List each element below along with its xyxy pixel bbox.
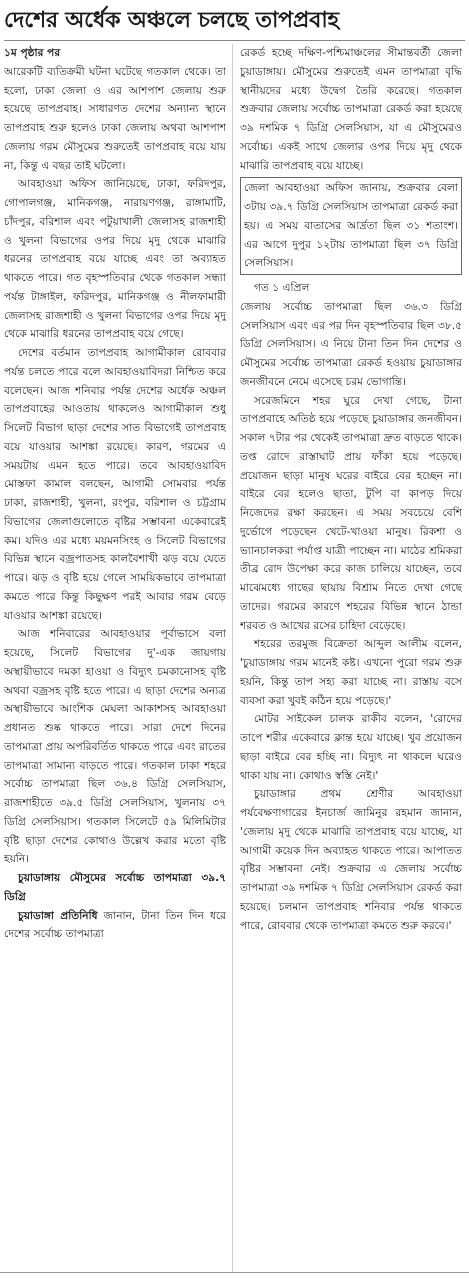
headline-rule: [4, 40, 465, 41]
column-divider: [232, 44, 233, 1272]
paragraph: সরেজমিনে শহর ঘুরে দেখা গেছে, টানা তাপপ্রবাহে অতিষ্ঠ হয়ে পড়েছে চুয়াডাঙ্গার জনজীবন। সকাল ৭টার পর থেকেই তাপমাত্রা দ্রুত বাড়তে থাকে। তপ্ত রোদে রাস্তাঘাট প্রায় ফাঁকা হয়ে পড়েছে। প্রয়োজন ছাড়া মানুষ ঘরের বাইরে বের হচ্ছেন না। বাইরে বের হলেও ছাতা, টুপি বা কাপড় দিয়ে নিজেদের রক্ষা করছেন। এ সময় সবচেয়ে বেশি দুর্ভোগে পড়েছেন খেটে-খাওয়া মানুষ। রিকশা ও ভ্যানচালকরা পর্যাপ্ত যাত্রী পাচ্ছেন না। মাঠের শ্রমিকরা তীব্র রোদ উপেক্ষা করে কাজ চালিয়ে যাচ্ছেন, তবে মাঝেমধ্যে গাছের ছায়ায় বিশ্রাম নিতে দেখা গেছে তাদের। গরমের কারণে শহরের বিভিন্ন স্থানে ঠান্ডা শরবত ও আখের রসের চাহিদা বেড়েছে।: [240, 394, 462, 632]
paragraph: আবহাওয়া অফিস জানিয়েছে, ঢাকা, ফরিদপুর, গোপালগঞ্জ, মানিকগঞ্জ, নারায়ণগঞ্জ, রাঙ্গামাটি, চাঁদপুর, বরিশাল এবং পটুয়াখালী জেলাসহ রাজশাহী ও খুলনা বিভাগের ওপর দিয়ে মৃদু থেকে মাঝারি ধরনের তাপপ্রবাহ বয়ে যাচ্ছে এবং তা অব্যাহত থাকতে পারে। গত বৃহস্পতিবার থেকে গতকাল সন্ধ্যা পর্যন্ত টাঙ্গাইল, ফরিদপুর, মানিকগঞ্জ ও নীলফামারী জেলাসহ রাজশাহী ও খুলনা বিভাগের ওপর দিয়ে মৃদু থেকে মাঝারি ধরনের তাপপ্রবাহ বয়ে গেছে।: [4, 178, 226, 341]
paragraph-text: জানান, টানা তিন দিন ধরে দেশের সর্বোচ্চ তাপমাত্রা: [4, 909, 226, 941]
paragraph: আজ শনিবারের আবহাওয়ার পূর্বাভাসে বলা হয়েছে, সিলেট বিভাগের দু'-এক জায়গায় অস্থায়ীভাবে দমকা হাওয়া ও বিদ্যুৎ চমকানোসহ বৃষ্টি অথবা বজ্রসহ বৃষ্টি হতে পারে। এ ছাড়া দেশের অন্যত্র অস্থায়ীভাবে আংশিক মেঘলা আকাশসহ আবহাওয়া প্রধানত শুষ্ক থাকতে পারে। সারা দেশে দিনের তাপমাত্রা প্রায় অপরিবর্তিত থাকতে পারে এবং রাতের তাপমাত্রা সামান্য বাড়তে পারে। গতকাল ঢাকা শহরে সর্বোচ্চ তাপমাত্রা ছিল ৩৬.৪ ডিগ্রি সেলসিয়াস, রাজশাহীতে ৩৯.৫ ডিগ্রি সেলসিয়াস, খুলনায় ৩৭ ডিগ্রি সেলসিয়াস। গতকাল সিলেটে ৫৯ মিলিমিটার বৃষ্টি ছাড়া দেশের কোথাও উল্লেখ করার মতো বৃষ্টি হয়নি।: [4, 628, 226, 866]
paragraph: মোটর সাইকেল চালক রাকীব বলেন, 'রোদের তাপে শরীর একেবারে ক্লান্ত হয়ে যাচ্ছে। খুব প্রয়োজন ছাড়া বাইরে বের হচ্ছি না। বিদ্যুৎ না থাকলে ঘরেও থাকা যায় না। কোথাও স্বস্তি নেই।': [240, 713, 462, 782]
dateline: চুয়াডাঙ্গা প্রতিনিধি: [18, 909, 98, 922]
headline: দেশের অর্ধেক অঞ্চলে চলছে তাপপ্রবাহ: [4, 8, 339, 33]
left-column: [4, 44, 226, 1272]
subheading: চুয়াডাঙ্গায় মৌসুমের সর্বোচ্চ তাপমাত্রা ৩৯.৭ ডিগ্রি: [4, 872, 226, 903]
paragraph: দেশের বর্তমান তাপপ্রবাহ আগামীকাল রোববার পর্যন্ত চলতে পারে বলে আবহাওয়াবিদরা নিশ্চিত করে বলেছেন। আজ শনিবার পর্যন্ত দেশের অর্ধেক অঞ্চল তাপপ্রবাহের আওতায় থাকলেও আগামীকাল শুধু সিলেট বিভাগ ছাড়া দেশের সাত বিভাগেই তাপপ্রবাহ বয়ে যাওয়ার আশঙ্কা রয়েছে। কারণ, গরমের এ সময়টায় এমন হতে পারে। তবে আবহাওয়াবিদ মোস্তফা কামাল বলছেন, আগামী সোমবার পর্যন্ত ঢাকা, রাজশাহী, খুলনা, রংপুর, বরিশাল ও চট্টগ্রাম বিভাগের জেলাগুলোতে বৃষ্টির সম্ভাবনা একেবারেই কম। যদিও এর মধ্যে ময়মনসিংহ ও সিলেট বিভাগের বিভিন্ন স্থানে বজ্রপাতসহ কালবৈশাখী ঝড় বয়ে যেতে পারে। ঝড় ও বৃষ্টি হয়ে গেলে সাময়িকভাবে তাপমাত্রা কমতে পারে কিন্তু কিছুক্ষণ পরই আবার গরম বেড়ে যাওয়ার আশঙ্কা রয়েছে।: [4, 347, 226, 622]
right-column: [240, 44, 462, 1272]
paragraph: শহরের তরমুজ বিক্রেতা আব্দুল আলীম বলেন, 'চুয়াডাঙ্গায় গরম মানেই কষ্ট। এখনো পুরো গরম শুরু হয়নি, কিন্তু তাপ সহ্য করা যাচ্ছে না। রাস্তায় বসে ব্যবসা করা খুবই কঠিন হয়ে পড়েছে।': [240, 638, 462, 707]
paragraph: চুয়াডাঙ্গার প্রথম শ্রেণীর আবহাওয়া পর্যবেক্ষণাগারের ইনচার্জ জামিনুর রহমান জানান, 'জেলায় মৃদু থেকে মাঝারি তাপপ্রবাহ বয়ে যাচ্ছে, যা আগামী কয়েক দিন অব্যাহত থাকতে পারে। আপাতত বৃষ্টির সম্ভাবনা নেই। শুক্রবার এ জেলায় সর্বোচ্চ তাপমাত্রা ৩৯ দশমিক ৭ ডিগ্রি সেলসিয়াস রেকর্ড করা হয়েছে। চলমান তাপপ্রবাহ শনিবার পর্যন্ত থাকতে পারে, রোববার থেকে তাপমাত্রা কমতে শুরু করবে।': [240, 788, 462, 932]
continued-from-kicker: ১ম পৃষ্ঠার পর: [4, 47, 61, 59]
paragraph: আরেকটি ব্যতিক্রমী ঘটনা ঘটেছে গতকাল থেকে। তা হলো, ঢাকা জেলা ও এর আশপাশ জেলায় শুরু হয়েছে তাপপ্রবাহ। সাধারণত দেশের অন্যান্য স্থানে তাপপ্রবাহ শুরু হলেও ঢাকা জেলায় অথবা আশপাশ জেলায় গরম মৌসুমের শুরুতেই তাপপ্রবাহ বয়ে যায় না, কিন্তু এ বছর তাই ঘটলো।: [4, 65, 226, 172]
boxed-paragraph: [240, 177, 462, 275]
paragraph-with-dateline: [4, 907, 226, 945]
paragraph: রেকর্ড হচ্ছে দক্ষিণ-পশ্চিমাঞ্চলের সীমান্তবর্তী জেলা চুয়াডাঙ্গায়। মৌসুমের শুরুতেই এমন তাপমাত্রা বৃদ্ধি স্থানীয়দের মধ্যে উদ্বেগ তৈরি করেছে। গতকাল শুক্রবার জেলায় সর্বোচ্চ তাপমাত্রা রেকর্ড করা হয়েছে ৩৯ দশমিক ৭ ডিগ্রি সেলসিয়াস, যা এ মৌসুমেরও সর্বোচ্চ। একই সাথে জেলার ওপর দিয়ে মৃদু থেকে মাঝারি তাপপ্রবাহ বয়ে যাচ্ছে।: [240, 47, 462, 172]
box-text: জেলা আবহাওয়া অফিস জানায়, শুক্রবার বেলা ৩টায় ৩৯.৭ ডিগ্রি সেলসিয়াস তাপমাত্রা রেকর্ড করা হয়। এ সময় বাতাসের আর্দ্রতা ছিল ৩১ শতাংশ। এর আগে দুপুর ১২টায় তাপমাত্রা ছিল ৩৭ ডিগ্রি সেলসিয়াস।: [244, 182, 458, 270]
left-kicker-para: [4, 44, 226, 175]
paragraph: গত ১ এপ্রিল: [254, 282, 310, 294]
paragraph: জেলায় সর্বোচ্চ তাপমাত্রা ছিল ৩৬.৩ ডিগ্রি সেলসিয়াস এবং এর পর দিন বৃহস্পতিবার ছিল ৩৮.৫ ডিগ্রি সেলসিয়াস। এ নিয়ে টানা তিন দিন দেশের ও মৌসুমের সর্বোচ্চ তাপমাত্রা রেকর্ড হওয়ায় চুয়াডাঙ্গার জনজীবনে নেমে এসেছে চরম ভোগান্তি।: [240, 300, 462, 388]
